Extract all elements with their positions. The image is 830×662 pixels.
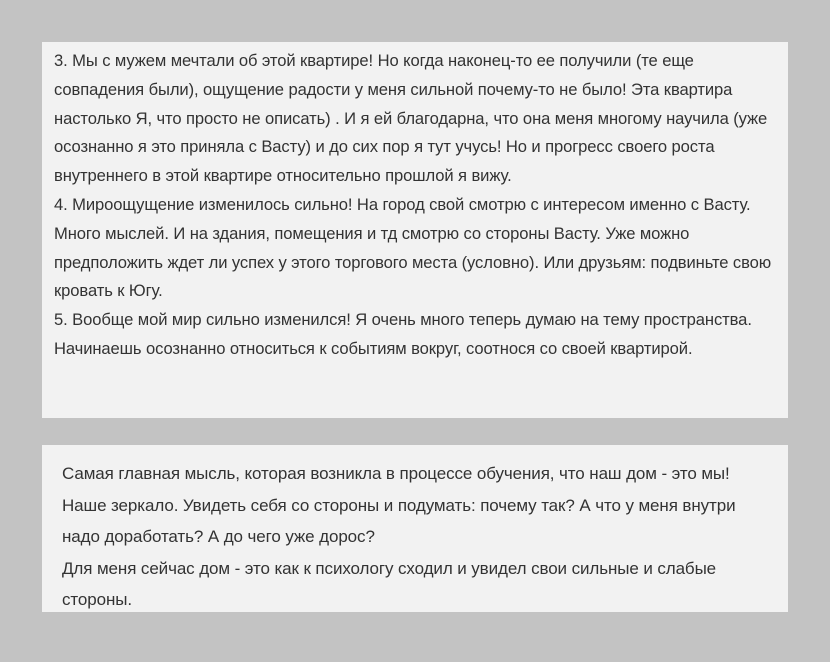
paragraph-world-changed: 5. Вообще мой мир сильно изменился! Я очень много теперь думаю на тему пространства. Начинаешь осознанно относиться к событиям вокруг, соотнося со своей квартирой.: [54, 310, 752, 358]
paragraph-home-psychologist: Для меня сейчас дом - это как к психологу сходил и увидел свои сильные и слабые стороны.: [62, 558, 717, 609]
testimonial-card-top: [42, 42, 788, 418]
paragraph-worldview: 4. Мироощущение изменилось сильно! На город свой смотрю с интересом именно с Васту. Много мыслей. И на здания, помещения и тд смотрю со стороны Васту. Уже можно предположить ждет ли успех у этого торгового места (условно). Или друзьям: подвиньте свою кровать к Югу.: [54, 194, 772, 301]
paragraph-main-thought: Самая главная мысль, которая возникла в процессе обучения, что наш дом - это мы! Наше зеркало. Увидеть себя со стороны и подумать: почему так? А что у меня внутри надо доработать? А до чего уже дорос?: [62, 464, 736, 546]
testimonial-card-bottom: [42, 445, 788, 612]
paragraph-apartment: 3. Мы с мужем мечтали об этой квартире! Но когда наконец-то ее получили (те еще совпадения были), ощущение радости у меня сильной почему-то не было! Эта квартира настолько Я, что просто не описать) . И я ей благодарна, что она меня многому научила (уже осознанно я это приняла с Васту) и до сих пор я тут учусь! Но и прогресс своего роста внутреннего в этой квартире относительно прошлой я вижу.: [54, 51, 768, 186]
